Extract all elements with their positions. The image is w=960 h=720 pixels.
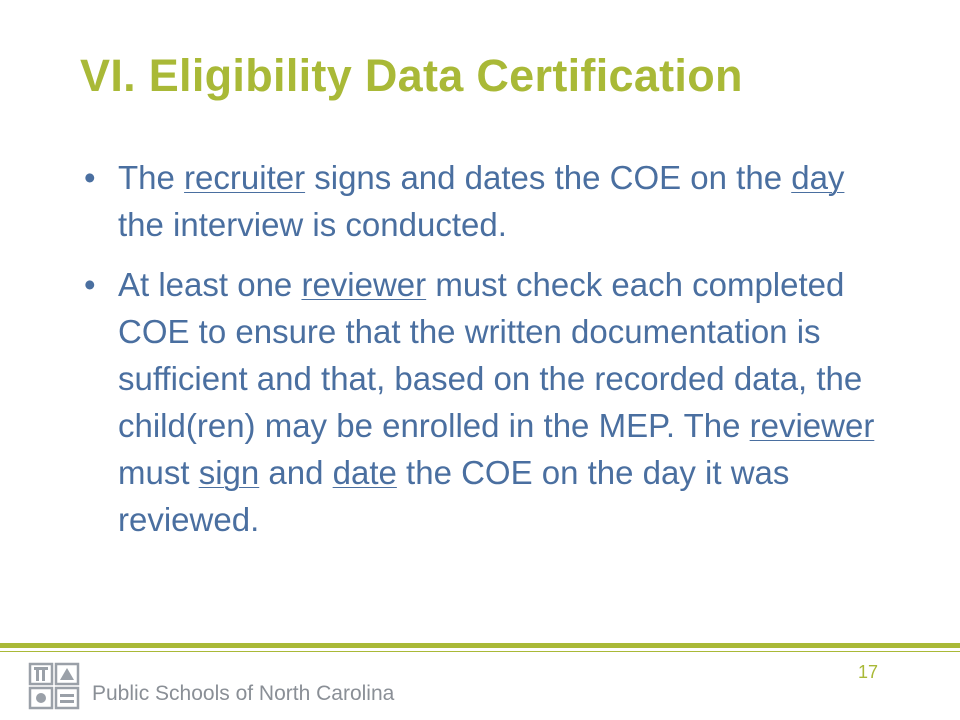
underlined-term: recruiter [184, 159, 306, 196]
underlined-term: reviewer [301, 266, 427, 303]
bullet-marker: • [84, 266, 96, 303]
slide-title: VI. Eligibility Data Certification [80, 50, 743, 101]
bullet-text: The [118, 159, 185, 196]
bullet-list [84, 154, 884, 556]
bullet-text: must check each completed COE to ensure that the written documentation is sufficient and that, based on the recorded data, the child(ren) may be enrolled in the MEP. The [118, 266, 863, 444]
bullet-item [84, 154, 884, 248]
bullet-text: must [118, 454, 199, 491]
bullet-text: signs and dates the COE on the [305, 159, 792, 196]
public-schools-nc-logo-icon [24, 660, 84, 714]
underlined-term: sign [198, 454, 260, 491]
bullet-text: and [259, 454, 333, 491]
footer-divider-thin [0, 651, 960, 652]
bullet-text: At least one [118, 266, 302, 303]
underlined-term: reviewer [749, 407, 875, 444]
underlined-term: day [791, 159, 845, 196]
bullet-item [84, 261, 884, 543]
bullet-text: the interview is conducted. [118, 206, 507, 243]
bullet-text: the COE on the day it was reviewed. [118, 454, 790, 538]
bullet-marker: • [84, 159, 96, 196]
underlined-term: date [332, 454, 397, 491]
footer-divider-thick [0, 643, 960, 648]
page-number: 17 [858, 662, 879, 682]
organization-name: Public Schools of North Carolina [92, 682, 395, 705]
